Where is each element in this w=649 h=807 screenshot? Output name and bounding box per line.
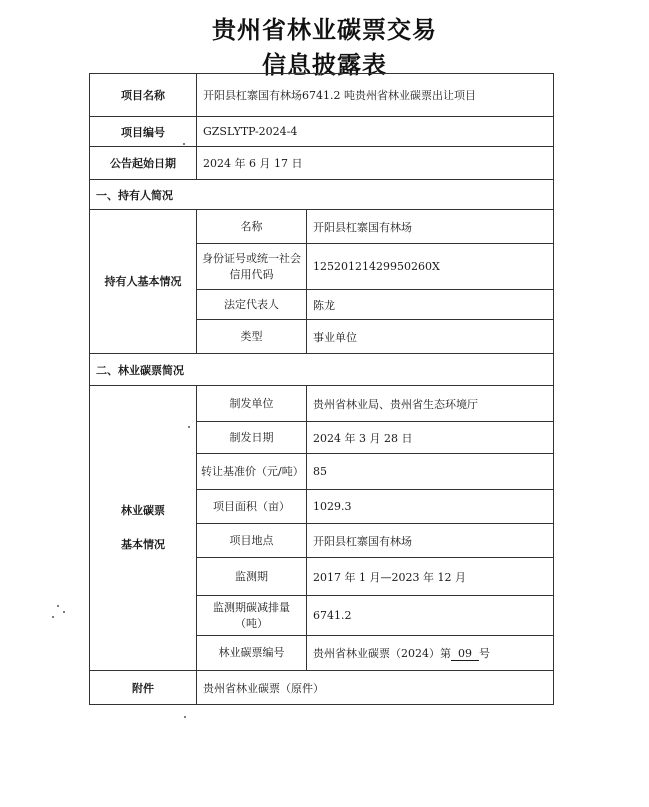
page-subtitle: 信息披露表 xyxy=(262,51,387,79)
area-label: 项目面积（亩） xyxy=(197,490,307,524)
ticket-row xyxy=(90,386,554,422)
ticket-group-label-line2: 基本情况 xyxy=(121,538,165,551)
project-name-value: 开阳县杠寨国有林场6741.2 吨贵州省林业碳票出让项目 xyxy=(197,74,554,117)
location-value: 开阳县杠寨国有林场 xyxy=(307,524,554,558)
disclosure-table xyxy=(89,73,554,705)
ticket-number-prefix: 贵州省林业碳票（2024）第 xyxy=(313,647,451,660)
ticket-number: 09 xyxy=(451,647,479,661)
holder-section-row xyxy=(90,180,554,210)
ticket-group-label-line1: 林业碳票 xyxy=(121,504,165,517)
project-code-value: GZSLYTP-2024-4 xyxy=(197,117,554,147)
holder-section-title: 一、持有人简况 xyxy=(90,180,554,210)
announce-date-value: 2024 年 6 月 17 日 xyxy=(197,147,554,180)
project-name-label: 项目名称 xyxy=(90,74,197,117)
reduction-label: 监测期碳减排量（吨） xyxy=(197,596,307,636)
project-code-row xyxy=(90,117,554,147)
holder-name-value: 开阳县杠寨国有林场 xyxy=(307,210,554,244)
scan-speck xyxy=(183,143,185,145)
base-price-label: 转让基准价（元/吨） xyxy=(197,454,307,490)
ticket-number-label: 林业碳票编号 xyxy=(197,636,307,671)
base-price-value: 85 xyxy=(307,454,554,490)
scan-speck xyxy=(184,716,186,718)
holder-rep-label: 法定代表人 xyxy=(197,290,307,320)
attachment-value: 贵州省林业碳票（原件） xyxy=(197,671,554,705)
location-label: 项目地点 xyxy=(197,524,307,558)
announce-date-row xyxy=(90,147,554,180)
ticket-section-title: 二、林业碳票简况 xyxy=(90,354,554,386)
area-value: 1029.3 xyxy=(307,490,554,524)
issue-date-label: 制发日期 xyxy=(197,422,307,454)
issue-date-value: 2024 年 3 月 28 日 xyxy=(307,422,554,454)
holder-id-label: 身份证号或统一社会信用代码 xyxy=(197,244,307,290)
announce-date-label: 公告起始日期 xyxy=(90,147,197,180)
ticket-section-row xyxy=(90,354,554,386)
monitoring-period-label: 监测期 xyxy=(197,558,307,596)
attachment-label: 附件 xyxy=(90,671,197,705)
holder-id-value: 12520121429950260X xyxy=(307,244,554,290)
monitoring-period-value: 2017 年 1 月—2023 年 12 月 xyxy=(307,558,554,596)
project-name-row xyxy=(90,74,554,117)
attachment-row xyxy=(90,671,554,705)
scan-speck xyxy=(52,616,54,618)
scan-speck xyxy=(57,605,59,607)
ticket-group-label xyxy=(90,386,197,671)
page-title: 贵州省林业碳票交易 xyxy=(212,16,437,44)
holder-name-label: 名称 xyxy=(197,210,307,244)
scan-speck xyxy=(63,611,65,613)
holder-rep-value: 陈龙 xyxy=(307,290,554,320)
ticket-number-value xyxy=(307,636,554,671)
ticket-number-suffix: 号 xyxy=(479,647,490,660)
holder-group-label: 持有人基本情况 xyxy=(90,210,197,354)
issuer-value: 贵州省林业局、贵州省生态环境厅 xyxy=(307,386,554,422)
issuer-label: 制发单位 xyxy=(197,386,307,422)
holder-type-label: 类型 xyxy=(197,320,307,354)
scan-speck xyxy=(188,426,190,428)
reduction-value: 6741.2 xyxy=(307,596,554,636)
holder-row xyxy=(90,210,554,244)
holder-type-value: 事业单位 xyxy=(307,320,554,354)
project-code-label: 项目编号 xyxy=(90,117,197,147)
